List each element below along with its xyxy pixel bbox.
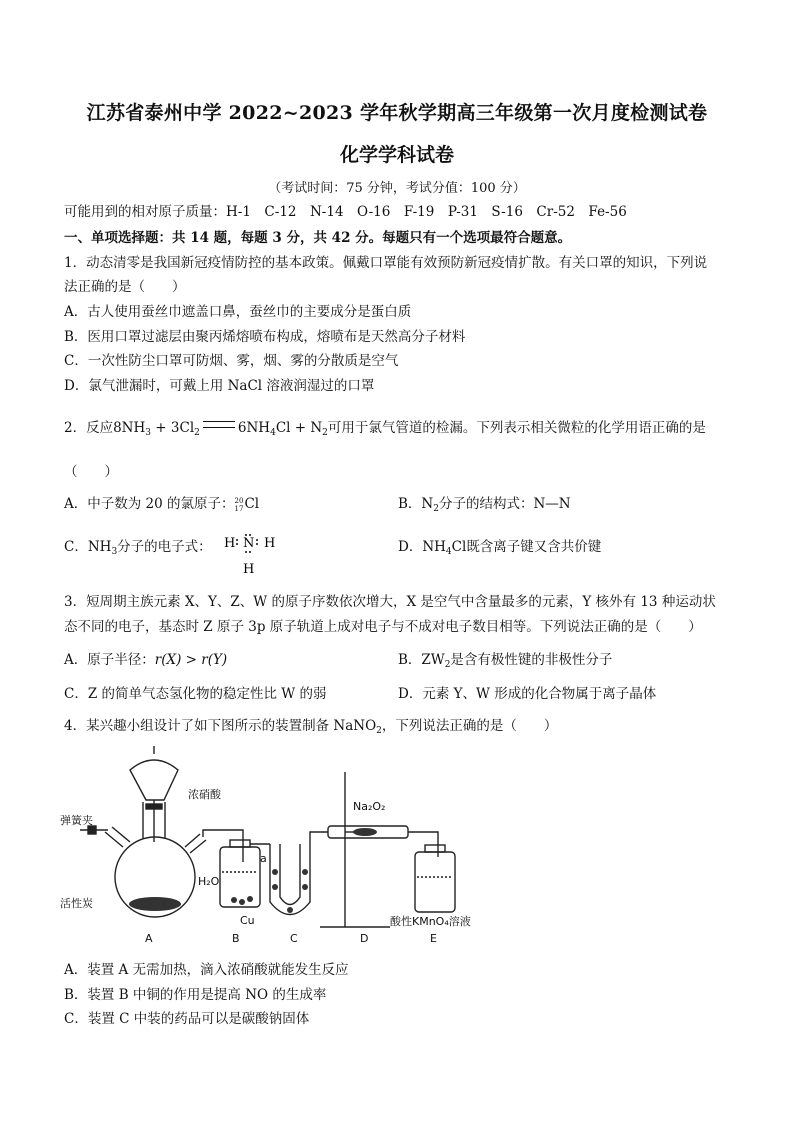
label-a: a (260, 852, 267, 865)
activated-carbon-fill (129, 897, 181, 911)
mass-number: 20 (234, 496, 244, 505)
q3-b-text: B． (398, 652, 422, 668)
q2-a-text: A．中子数为 20 的氯原子： (64, 496, 235, 512)
q2-c-text: C． (64, 539, 88, 555)
na2o2-fill (353, 828, 377, 836)
label-C: C (290, 932, 298, 945)
q3-option-a (64, 648, 227, 668)
label-B: B (232, 932, 240, 945)
q3-a-expr: r(X) > r(Y) (154, 652, 228, 668)
q3-b-suffix: 是含有极性键的非极性分子 (450, 652, 613, 668)
q2-option-c: C．$NH_3$分子的电子式： (64, 539, 212, 557)
label-kmno4: 酸性KMnO₄溶液 (390, 915, 471, 928)
bottle-e (415, 852, 455, 912)
exam-info: （考试时间：75 分钟，考试分值：100 分） (268, 181, 526, 196)
label-A: A (145, 932, 153, 945)
q2-option-b: B．$N_2$分子的结构式：N—N (398, 496, 571, 514)
q1-option-d: D．氯气泄漏时，可戴上用 NaCl 溶液润湿过的口罩 (64, 378, 375, 394)
q3-option-b: B．$ZW_2$是含有极性键的非极性分子 (398, 652, 613, 670)
q4-option-c: C．装置 C 中装的药品可以是碳酸钠固体 (64, 1011, 310, 1027)
svg-text:H: H (224, 536, 236, 551)
q2-b-text: B． (398, 496, 422, 512)
bottle-b (220, 847, 260, 907)
q3-option-d: D．元素 Y、W 形成的化合物属于离子晶体 (398, 686, 657, 702)
label-conc-nitric: 浓硝酸 (188, 788, 221, 801)
q2-b-suffix: 分子的结构式：N—N (438, 496, 571, 512)
dropping-funnel (130, 760, 178, 800)
q2-suffix: 可用于氯气管道的检漏。下列表示相关微粒的化学用语正确的是 (327, 420, 706, 436)
isotope-notation (235, 497, 244, 513)
q2-option-a: A．中子数为 20 的氯原子： 20 17 Cl (64, 496, 260, 513)
q4-stem-prefix: 4．某兴趣小组设计了如下图所示的装置制备 (64, 718, 334, 734)
q4-option-b: B．装置 B 中铜的作用是提高 NO 的生成率 (64, 987, 327, 1003)
q2-equation: $8NH_3 + 3Cl_2$ $6NH_4Cl + N_2$ (113, 420, 328, 438)
atomic-masses: 可能用到的相对原子质量：H-1 C-12 N-14 O-16 F-19 P-31 S-16 Cr-52 Fe-56 (64, 204, 627, 220)
q1-stem-line1: 1．动态清零是我国新冠疫情防控的基本政策。佩戴口罩能有效预防新冠疫情扩散。有关口罩的知识，下列说 (64, 255, 708, 271)
q4-option-a: A．装置 A 无需加热，滴入浓硝酸就能发生反应 (64, 962, 349, 978)
q4-stem-suffix: ，下列说法正确的是（ ） (381, 718, 558, 734)
label-spring-clip: 弹簧夹 (60, 814, 93, 827)
apparatus-figure (60, 742, 480, 947)
q2-paren: （ ） (64, 464, 118, 480)
label-na2o2: Na₂O₂ (353, 800, 386, 813)
q3-a-text: A．原子半径： (64, 652, 155, 668)
q2-option-d: D．$NH_4Cl$既含离子键又含共价键 (398, 539, 602, 557)
label-cu: Cu (240, 914, 255, 927)
svg-text:H: H (243, 562, 255, 577)
q3-option-c: C．Z 的简单气态氢化物的稳定性比 W 的弱 (64, 686, 327, 702)
q2-stem (64, 416, 706, 438)
label-D: D (360, 932, 369, 945)
q1-option-a: A．古人使用蚕丝巾遮盖口鼻，蚕丝巾的主要成分是蛋白质 (64, 304, 412, 320)
label-activated-carbon: 活性炭 (60, 897, 93, 910)
paper-title: 江苏省泰州中学 2022~2023 学年秋学期高三年级第一次月度检测试卷 (86, 102, 708, 124)
q3-stem-line1: 3．短周期主族元素 X、Y、Z、W 的原子序数依次增大，X 是空气中含量最多的元素，Y 核外有 13 种运动状 (64, 594, 716, 610)
atomic-number: 17 (234, 504, 244, 513)
svg-text:N: N (243, 536, 255, 551)
q4-stem: 4．某兴趣小组设计了如下图所示的装置制备 NaNO$_2$，下列说法正确的是（ ） (64, 718, 558, 736)
q2-c-suffix: 分子的电子式： (117, 539, 212, 555)
q2-d-suffix: 既含离子键又含共价键 (466, 539, 602, 555)
paper-subtitle: 化学学科试卷 (339, 144, 454, 166)
svg-text:H: H (264, 536, 276, 551)
electron-formula-nh3 (222, 531, 292, 579)
q2-prefix: 2．反应 (64, 420, 114, 436)
q1-stem-line2: 法正确的是（ ） (64, 279, 186, 295)
q1-option-b: B．医用口罩过滤层由聚丙烯熔喷布构成，熔喷布是天然高分子材料 (64, 329, 466, 345)
section-heading: 一、单项选择题：共 14 题，每题 3 分，共 42 分。每题只有一个选项最符合题意。 (64, 230, 572, 246)
equals-arrow-icon (203, 421, 235, 428)
q3-stem-line2: 态不同的电子，基态时 Z 原子 3p 原子轨道上成对电子与不成对电子数目相等。下列说法正确的是（ ） (64, 619, 702, 635)
q1-option-c: C．一次性防尘口罩可防烟、雾，烟、雾的分散质是空气 (64, 353, 399, 369)
q2-d-text: D． (398, 539, 423, 555)
label-E: E (430, 932, 437, 945)
label-water: H₂O (198, 875, 220, 888)
